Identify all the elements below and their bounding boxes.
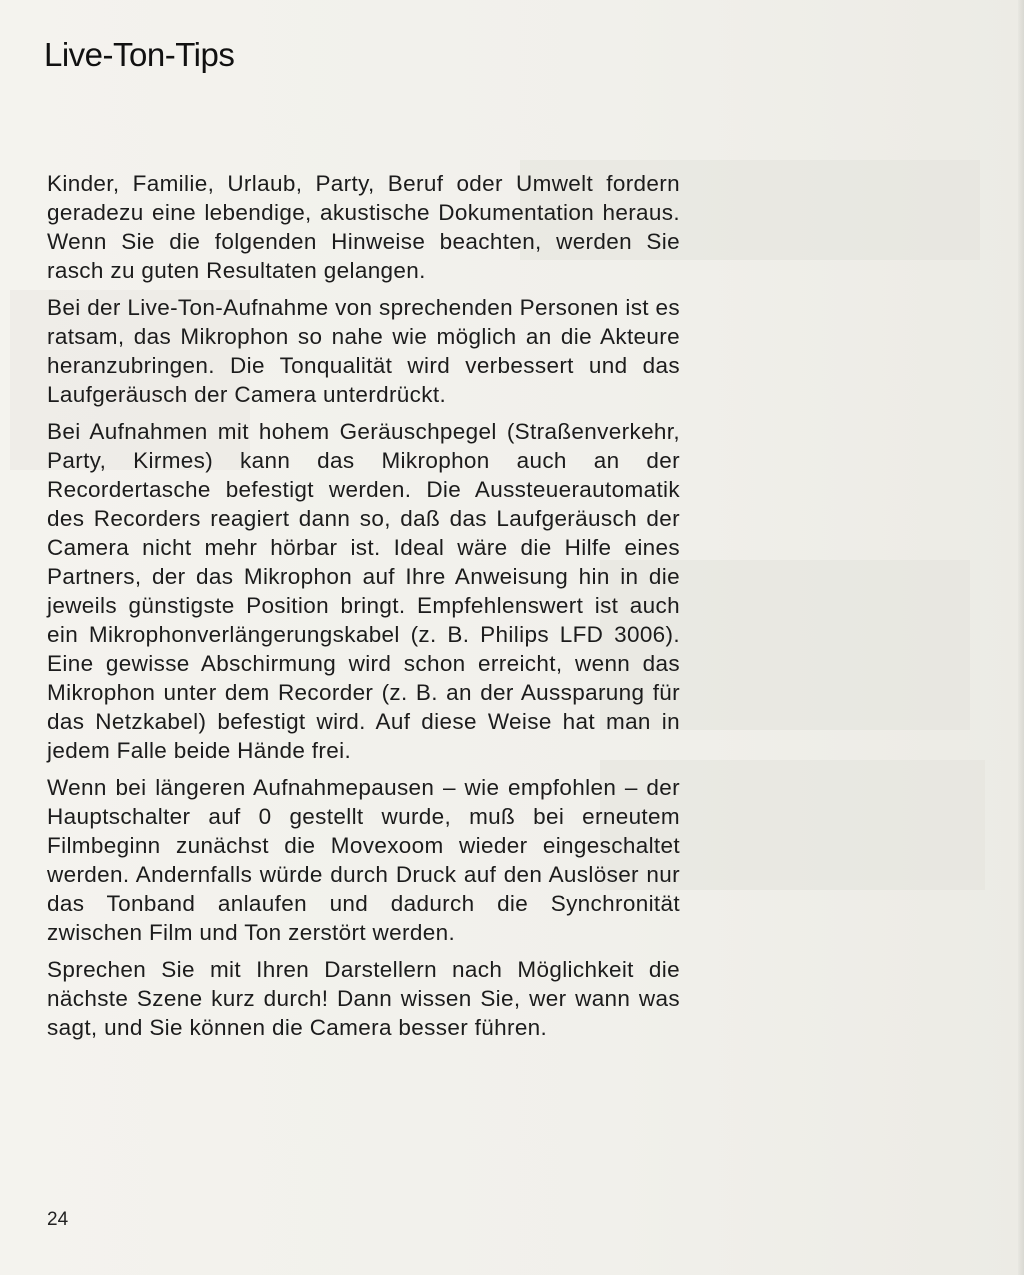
paragraph: Bei Aufnahmen mit hohem Geräuschpegel (Straßenverkehr, Party, Kirmes) kann das Mikrophon auch an der Recordertasche befestigt werden. Die Aussteuerautomatik des Recorders reagiert dann so, daß das Laufgeräusch der Camera nicht mehr hörbar ist. Ideal wäre die Hilfe eines Partners, der das Mikrophon auf Ihre Anweisung hin in die jeweils günstigste Position bringt. Empfehlenswert ist auch ein Mikrophonverlängerungskabel (z. B. Philips LFD 3006). Eine gewisse Abschirmung wird schon erreicht, wenn das Mikrophon unter dem Recorder (z. B. an der Aussparung für das Netzkabel) befestigt wird. Auf diese Weise hat man in jedem Falle beide Hände frei. <box>47 419 680 763</box>
paragraph: Wenn bei längeren Aufnahmepausen – wie empfohlen – der Hauptschalter auf 0 gestellt wurde, muß bei erneutem Filmbeginn zunächst die Movexoom wieder eingeschaltet werden. Andernfalls würde durch Druck auf den Auslöser nur das Tonband anlaufen und dadurch die Synchronität zwischen Film und Ton zerstört werden. <box>47 775 680 945</box>
page-number: 24 <box>47 1209 69 1230</box>
body-text <box>47 169 680 1050</box>
paragraph: Sprechen Sie mit Ihren Darstellern nach Möglichkeit die nächste Szene kurz durch! Dann wissen Sie, wer wann was sagt, und Sie können die Camera besser führen. <box>47 957 680 1040</box>
page-edge <box>1018 0 1024 1275</box>
paragraph: Kinder, Familie, Urlaub, Party, Beruf oder Umwelt fordern geradezu eine lebendige, akustische Dokumentation heraus. Wenn Sie die folgenden Hinweise beachten, werden Sie rasch zu guten Resultaten gelangen. <box>47 171 680 283</box>
page-title: Live-Ton-Tips <box>44 36 235 73</box>
paragraph: Bei der Live-Ton-Aufnahme von sprechenden Personen ist es ratsam, das Mikrophon so nahe wie möglich an die Akteure heranzubringen. Die Tonqualität wird verbessert und das Laufgeräusch der Camera unterdrückt. <box>47 295 680 407</box>
